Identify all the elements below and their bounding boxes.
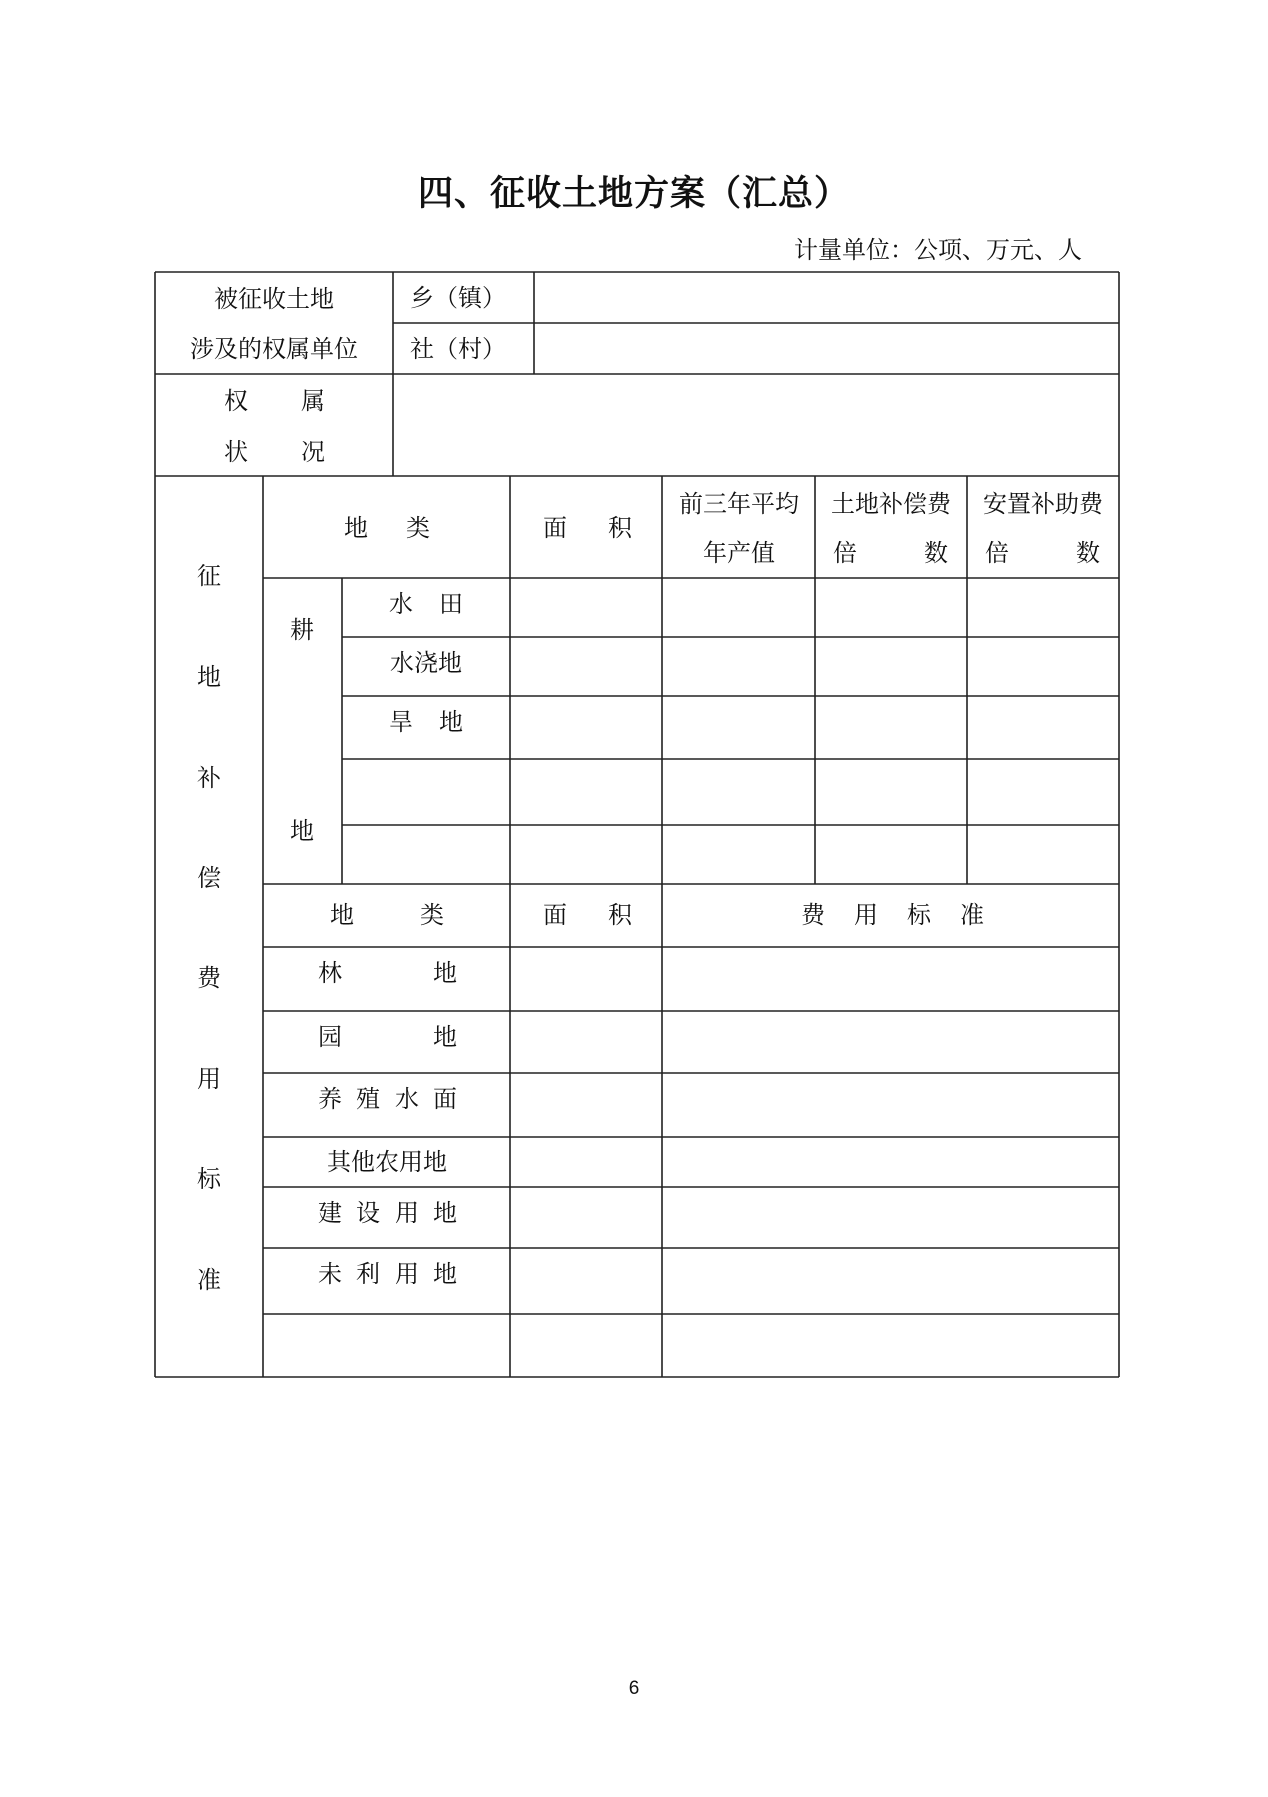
construction-char-1: 建 [318, 1199, 342, 1227]
construction-char-2: 设 [356, 1199, 380, 1227]
section-char-7: 标 [197, 1165, 221, 1193]
other-header-land-type-b: 类 [420, 901, 444, 929]
header-resettle-multiple-1: 安置补助费 [983, 490, 1103, 518]
dry-b: 地 [439, 708, 463, 736]
section-char-4: 偿 [197, 864, 221, 892]
header-resettle-multiple-2b: 数 [1076, 539, 1100, 567]
construction-char-3: 用 [395, 1199, 419, 1227]
unused-char-3: 用 [395, 1260, 419, 1288]
aqua-char-2: 殖 [356, 1085, 380, 1113]
aqua-char-1: 养 [318, 1085, 342, 1113]
unused-char-1: 未 [318, 1260, 342, 1288]
page-title: 四、征收土地方案（汇总） [417, 174, 850, 214]
header-comp-multiple-2a: 倍 [833, 539, 857, 567]
other-header-area-a: 面 [543, 901, 567, 929]
section-char-3: 补 [197, 764, 221, 792]
page-number: 6 [628, 1678, 640, 1699]
header-land-type-b: 类 [406, 514, 430, 542]
forest-a: 林 [318, 959, 342, 987]
header-comp-multiple-2 [833, 541, 948, 565]
ownership-char-1: 权 [224, 387, 248, 415]
aqua-char-3: 水 [395, 1085, 419, 1113]
garden-b: 地 [433, 1023, 457, 1051]
header-area-b: 积 [608, 514, 632, 542]
paddy-a: 水 [389, 590, 413, 618]
cultivated-group-a: 耕 [290, 616, 314, 644]
header-resettle-multiple-2a: 倍 [985, 539, 1009, 567]
header-avg-output-2: 年产值 [703, 539, 775, 567]
fee-char-2: 用 [854, 901, 878, 929]
fee-char-1: 费 [801, 901, 825, 929]
header-avg-output-1: 前三年平均 [679, 490, 799, 518]
other-header-land-type-a: 地 [330, 901, 354, 929]
ownership-char-4: 况 [301, 438, 325, 466]
section-char-8: 准 [197, 1266, 221, 1294]
owners-label-line1: 被征收土地 [214, 285, 334, 313]
unused-char-2: 利 [356, 1260, 380, 1288]
other-header-area-b: 积 [608, 901, 632, 929]
garden-a: 园 [318, 1023, 342, 1051]
header-resettle-multiple-2 [985, 541, 1100, 565]
construction-char-4: 地 [433, 1199, 457, 1227]
township-label: 乡（镇） [410, 284, 506, 312]
forest-b: 地 [433, 959, 457, 987]
irrigated-land: 水浇地 [390, 649, 462, 677]
header-land-type-a: 地 [344, 514, 368, 542]
fee-char-3: 标 [907, 901, 931, 929]
unused-char-4: 地 [433, 1260, 457, 1288]
section-char-1: 征 [197, 562, 221, 590]
paddy-b: 田 [439, 590, 463, 618]
other-ag-land: 其他农用地 [327, 1148, 447, 1176]
section-char-5: 费 [197, 964, 221, 992]
cultivated-group-b: 地 [290, 817, 314, 845]
owners-label-line2: 涉及的权属单位 [190, 335, 358, 363]
section-char-6: 用 [197, 1065, 221, 1093]
header-area-a: 面 [543, 514, 567, 542]
header-comp-multiple-1: 土地补偿费 [831, 490, 951, 518]
section-char-2: 地 [197, 663, 221, 691]
units-note: 计量单位：公项、万元、人 [794, 236, 1082, 264]
aqua-char-4: 面 [433, 1085, 457, 1113]
fee-char-4: 准 [960, 901, 984, 929]
ownership-char-3: 状 [224, 438, 248, 466]
header-comp-multiple-2b: 数 [924, 539, 948, 567]
ownership-char-2: 属 [301, 387, 325, 415]
village-label: 社（村） [410, 335, 506, 363]
dry-a: 旱 [389, 708, 413, 736]
